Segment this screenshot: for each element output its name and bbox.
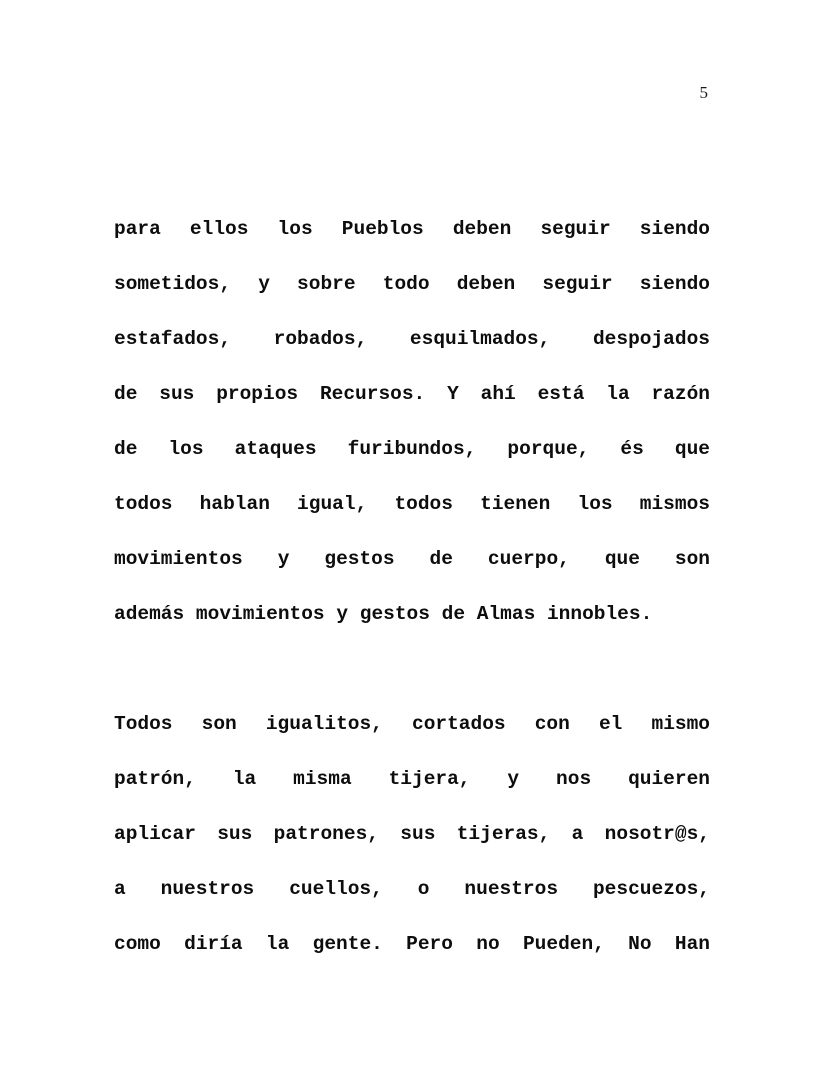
page-number: 5 <box>699 83 708 102</box>
text-body <box>114 202 710 972</box>
text-line: a nuestros cuellos, o nuestros pescuezos, <box>114 878 710 900</box>
text-line: todos hablan igual, todos tienen los mismos <box>114 493 710 515</box>
text-line: movimientos y gestos de cuerpo, que son <box>114 548 710 570</box>
text-line: patrón, la misma tijera, y nos quieren <box>114 768 710 790</box>
text-line: Todos son igualitos, cortados con el mismo <box>114 713 710 735</box>
text-line: de sus propios Recursos. Y ahí está la razón <box>114 383 710 405</box>
paragraph-2 <box>114 697 710 972</box>
text-line: como diría la gente. Pero no Pueden, No Han <box>114 933 710 955</box>
text-line: además movimientos y gestos de Almas innobles. <box>114 603 653 625</box>
paragraph-1 <box>114 202 710 642</box>
text-line: aplicar sus patrones, sus tijeras, a nosotr@s, <box>114 823 710 845</box>
text-line: estafados, robados, esquilmados, despojados <box>114 328 710 350</box>
text-line: para ellos los Pueblos deben seguir siendo <box>114 218 710 240</box>
text-line: de los ataques furibundos, porque, és que <box>114 438 710 460</box>
text-line: sometidos, y sobre todo deben seguir siendo <box>114 273 710 295</box>
